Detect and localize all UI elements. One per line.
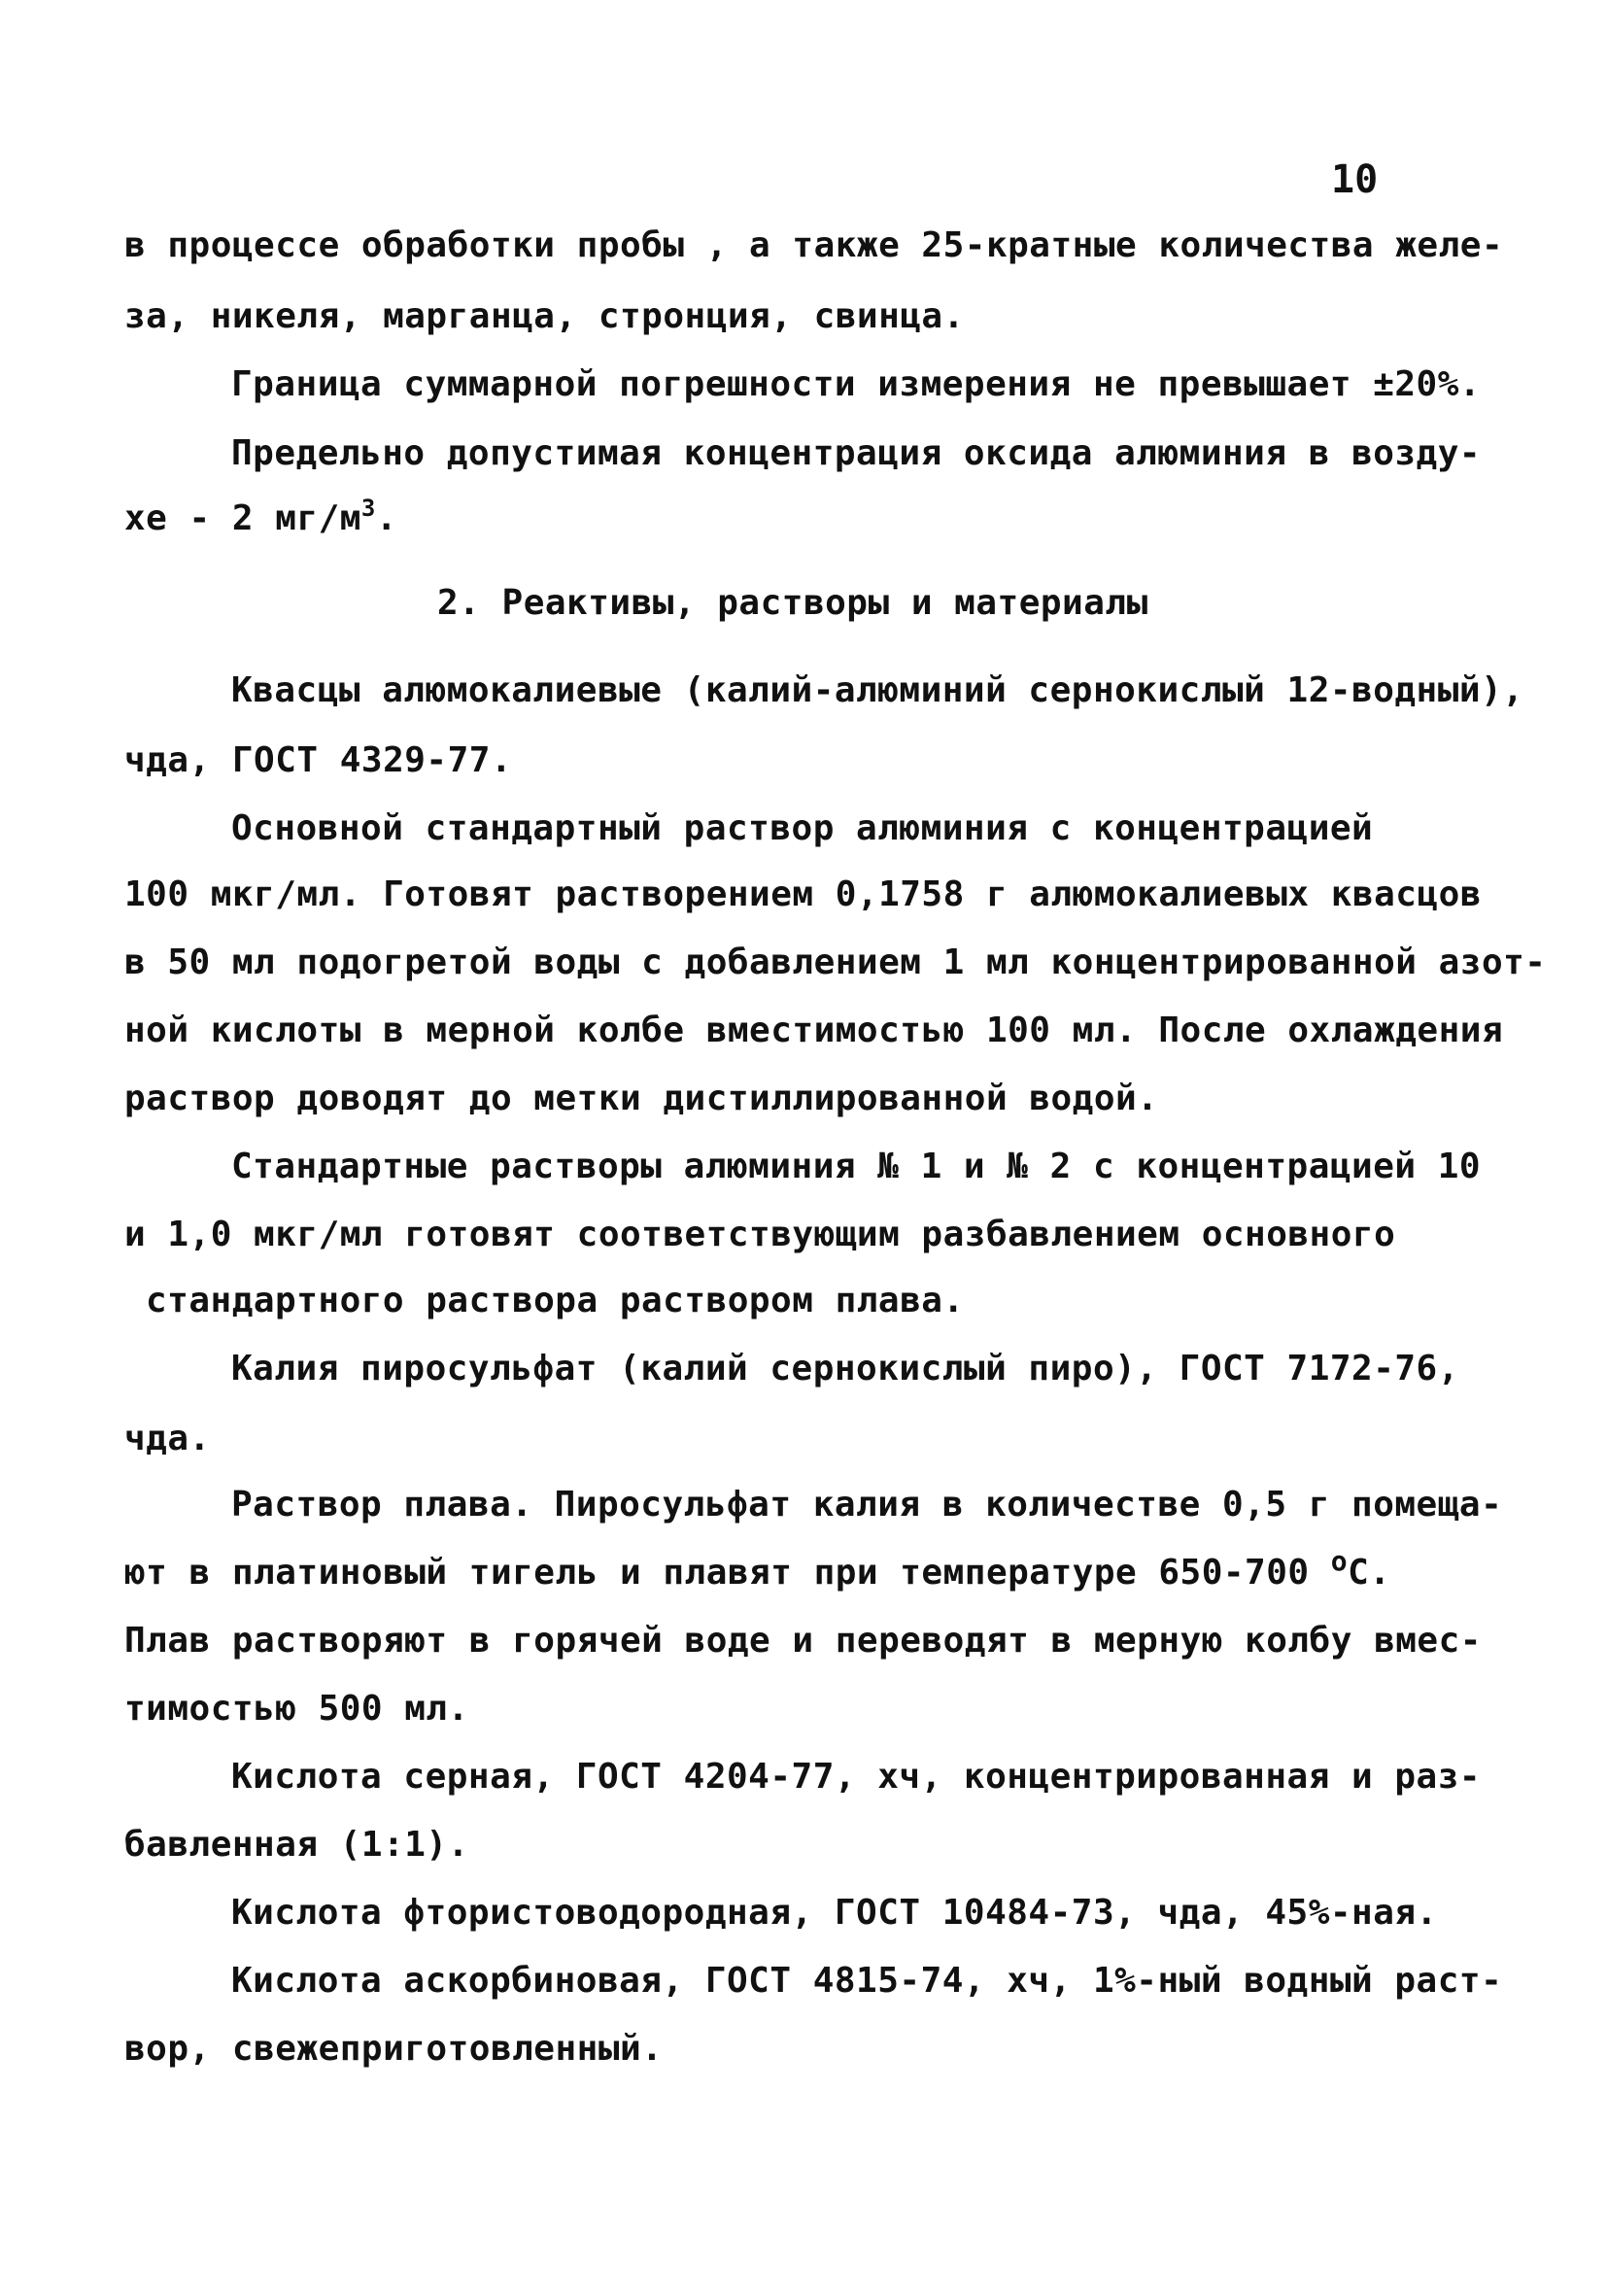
text-line <box>124 495 398 538</box>
superscript: 3 <box>360 495 376 522</box>
text-line: вор, свежеприготовленный. <box>124 2029 664 2069</box>
text-line: Плав растворяют в горячей воде и переводят в мерную колбу вмес- <box>124 1621 1482 1661</box>
text-line <box>124 1545 1391 1593</box>
text-line: ной кислоты в мерной колбе вместимостью 100 мл. После охлаждения <box>124 1011 1504 1050</box>
text-line: Предельно допустимая концентрация оксида алюминия в возду- <box>231 433 1482 473</box>
text-line: Раствор плава. Пиросульфат калия в количестве 0,5 г помеща- <box>231 1485 1503 1525</box>
text-line: раствор доводят до метки дистиллированной водой. <box>124 1079 1159 1118</box>
text-run: С. <box>1348 1553 1391 1593</box>
text-line: Основной стандартный раствор алюминия с концентрацией <box>231 808 1374 848</box>
text-line: Квасцы алюмокалиевые (калий-алюминий сернокислый 12-водный), <box>231 670 1524 710</box>
text-line: Кислота фтористоводородная, ГОСТ 10484-73, чда, 45%-ная. <box>231 1893 1438 1933</box>
text-line: за, никеля, марганца, стронция, свинца. <box>124 296 965 336</box>
text-line: бавленная (1:1). <box>124 1825 469 1865</box>
text-run: хе - 2 мг/м <box>124 498 361 538</box>
degree-sign: о <box>1330 1545 1349 1577</box>
text-run: ют в платиновый тигель и плавят при температуре 650-700 <box>124 1553 1331 1593</box>
text-line: Калия пиросульфат (калий сернокислый пиро), ГОСТ 7172-76, <box>231 1349 1459 1388</box>
text-line: чда, ГОСТ 4329-77. <box>124 740 513 780</box>
page-number: 10 <box>1331 157 1379 202</box>
text-line: и 1,0 мкг/мл готовят соответствующим разбавлением основного <box>124 1215 1396 1254</box>
text-run: . <box>375 498 398 538</box>
text-line: чда. <box>124 1419 211 1458</box>
text-line: тимостью 500 мл. <box>124 1689 469 1729</box>
text-line: Граница суммарной погрешности измерения не превышает ±20%. <box>231 364 1482 404</box>
text-line: в процессе обработки пробы , а также 25-кратные количества желе- <box>124 225 1504 265</box>
text-line: в 50 мл подогретой воды с добавлением 1 мл концентрированной азот- <box>124 942 1547 982</box>
text-line: 100 мкг/мл. Готовят растворением 0,1758 г алюмокалиевых квасцов <box>124 874 1482 914</box>
text-line: стандартного раствора раствором плава. <box>146 1281 965 1320</box>
section-heading: 2. Реактивы, растворы и материалы <box>437 583 1148 623</box>
text-line: Кислота аскорбиновая, ГОСТ 4815-74, хч, 1%-ный водный раст- <box>231 1961 1503 2001</box>
text-line: Стандартные растворы алюминия № 1 и № 2 с концентрацией 10 <box>231 1147 1482 1186</box>
text-line: Кислота серная, ГОСТ 4204-77, хч, концентрированная и раз- <box>231 1757 1482 1797</box>
